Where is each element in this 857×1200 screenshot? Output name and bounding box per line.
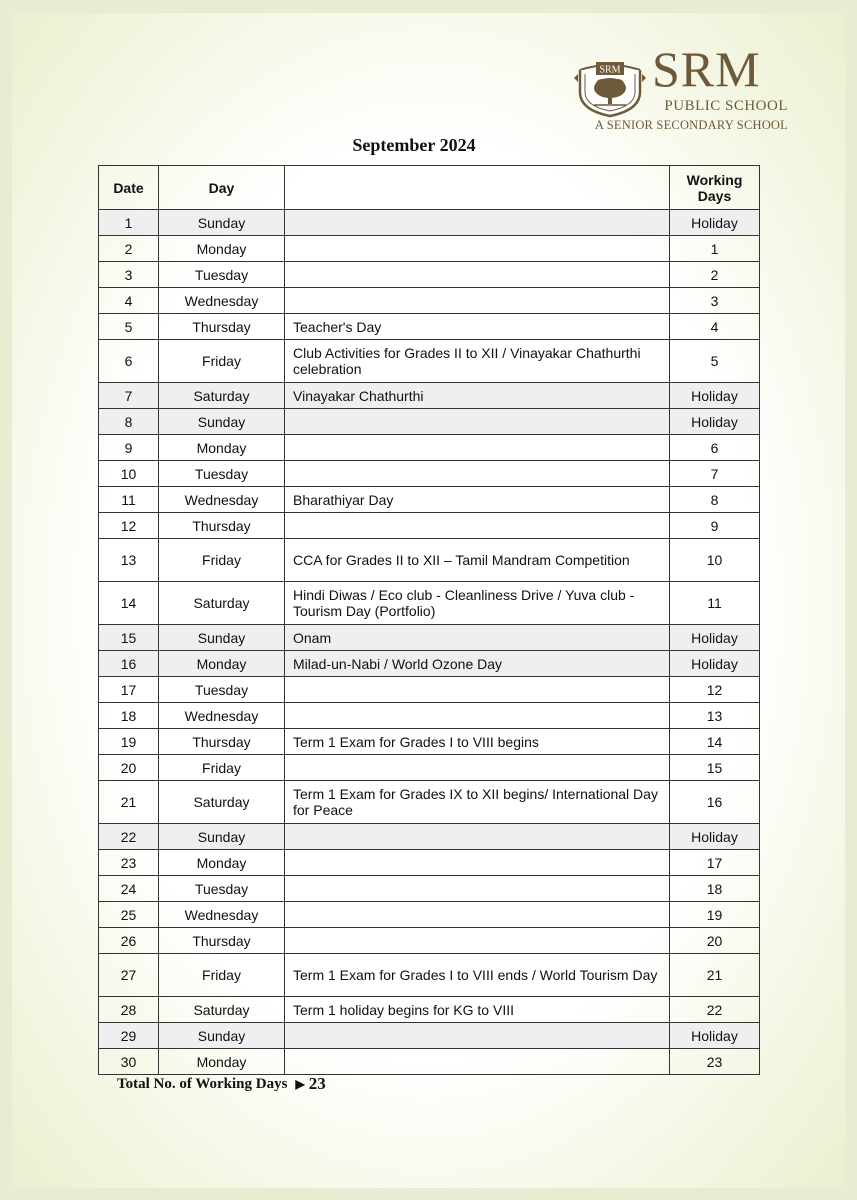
working-day-cell: 3: [670, 288, 760, 314]
working-day-cell: Holiday: [670, 824, 760, 850]
event-cell: Term 1 Exam for Grades I to VIII begins: [285, 729, 670, 755]
working-day-cell: 20: [670, 928, 760, 954]
day-cell: Tuesday: [159, 461, 285, 487]
table-row: [99, 677, 760, 703]
total-value: 23: [308, 1074, 326, 1093]
day-cell: Saturday: [159, 582, 285, 625]
date-cell: 8: [99, 409, 159, 435]
event-cell: Club Activities for Grades II to XII / Vinayakar Chathurthi celebration: [285, 340, 670, 383]
date-cell: 29: [99, 1023, 159, 1049]
table-header-row: [99, 166, 760, 210]
date-cell: 24: [99, 876, 159, 902]
date-cell: 22: [99, 824, 159, 850]
event-cell: [285, 262, 670, 288]
working-day-cell: Holiday: [670, 210, 760, 236]
event-cell: Vinayakar Chathurthi: [285, 383, 670, 409]
table-row: [99, 288, 760, 314]
working-day-cell: 17: [670, 850, 760, 876]
day-cell: Monday: [159, 236, 285, 262]
date-cell: 1: [99, 210, 159, 236]
event-cell: Term 1 holiday begins for KG to VIII: [285, 997, 670, 1023]
working-day-cell: Holiday: [670, 1023, 760, 1049]
date-cell: 21: [99, 781, 159, 824]
event-cell: Term 1 Exam for Grades IX to XII begins/ International Day for Peace: [285, 781, 670, 824]
date-cell: 5: [99, 314, 159, 340]
day-cell: Monday: [159, 850, 285, 876]
day-cell: Friday: [159, 340, 285, 383]
event-cell: [285, 1023, 670, 1049]
event-cell: [285, 755, 670, 781]
date-cell: 20: [99, 755, 159, 781]
event-cell: [285, 703, 670, 729]
total-label: Total No. of Working Days: [117, 1075, 288, 1092]
event-cell: [285, 210, 670, 236]
logo-tagline: A SENIOR SECONDARY SCHOOL: [594, 118, 788, 132]
page-title: September 2024: [352, 135, 476, 155]
working-day-cell: 13: [670, 703, 760, 729]
event-cell: [285, 902, 670, 928]
date-cell: 18: [99, 703, 159, 729]
table-row: [99, 513, 760, 539]
table-row: [99, 539, 760, 582]
day-cell: Thursday: [159, 513, 285, 539]
day-cell: Wednesday: [159, 487, 285, 513]
working-day-cell: 16: [670, 781, 760, 824]
day-cell: Friday: [159, 954, 285, 997]
date-cell: 3: [99, 262, 159, 288]
table-row: [99, 703, 760, 729]
table-row: [99, 409, 760, 435]
day-cell: Tuesday: [159, 677, 285, 703]
working-day-cell: 15: [670, 755, 760, 781]
table-row: [99, 1049, 760, 1075]
date-cell: 23: [99, 850, 159, 876]
school-logo: [572, 41, 792, 136]
event-cell: [285, 461, 670, 487]
table-row: [99, 928, 760, 954]
table-row: [99, 487, 760, 513]
day-cell: Sunday: [159, 824, 285, 850]
event-cell: [285, 850, 670, 876]
working-day-cell: Holiday: [670, 625, 760, 651]
day-cell: Wednesday: [159, 288, 285, 314]
date-cell: 14: [99, 582, 159, 625]
table-row: [99, 755, 760, 781]
header-date: Date: [99, 166, 159, 210]
date-cell: 26: [99, 928, 159, 954]
working-day-cell: 18: [670, 876, 760, 902]
date-cell: 30: [99, 1049, 159, 1075]
day-cell: Monday: [159, 435, 285, 461]
table-row: [99, 1023, 760, 1049]
event-cell: Teacher's Day: [285, 314, 670, 340]
event-cell: [285, 677, 670, 703]
logo-name: SRM: [652, 41, 761, 97]
working-day-cell: 23: [670, 1049, 760, 1075]
day-cell: Sunday: [159, 409, 285, 435]
table-row: [99, 435, 760, 461]
emblem-text: SRM: [599, 64, 621, 76]
working-day-cell: Holiday: [670, 651, 760, 677]
calendar-body: [99, 210, 760, 1075]
working-day-cell: 9: [670, 513, 760, 539]
date-cell: 16: [99, 651, 159, 677]
day-cell: Saturday: [159, 997, 285, 1023]
date-cell: 17: [99, 677, 159, 703]
date-cell: 11: [99, 487, 159, 513]
day-cell: Sunday: [159, 625, 285, 651]
working-day-cell: 14: [670, 729, 760, 755]
date-cell: 6: [99, 340, 159, 383]
table-row: [99, 781, 760, 824]
table-row: [99, 461, 760, 487]
table-row: [99, 582, 760, 625]
table-row: [99, 210, 760, 236]
total-working-days: [117, 1074, 326, 1094]
day-cell: Saturday: [159, 383, 285, 409]
event-cell: [285, 409, 670, 435]
header-working-days: Working Days: [670, 166, 760, 210]
working-day-cell: 6: [670, 435, 760, 461]
event-cell: [285, 435, 670, 461]
table-row: [99, 314, 760, 340]
event-cell: [285, 236, 670, 262]
date-cell: 10: [99, 461, 159, 487]
table-row: [99, 625, 760, 651]
working-day-cell: 5: [670, 340, 760, 383]
logo-subtitle: PUBLIC SCHOOL: [664, 98, 788, 114]
event-cell: [285, 1049, 670, 1075]
date-cell: 4: [99, 288, 159, 314]
tree-emblem-icon: [574, 52, 646, 118]
event-cell: CCA for Grades II to XII – Tamil Mandram Competition: [285, 539, 670, 582]
event-cell: [285, 928, 670, 954]
date-cell: 27: [99, 954, 159, 997]
day-cell: Saturday: [159, 781, 285, 824]
event-cell: [285, 288, 670, 314]
table-row: [99, 262, 760, 288]
working-day-cell: 8: [670, 487, 760, 513]
working-day-cell: 21: [670, 954, 760, 997]
table-row: [99, 954, 760, 997]
working-day-cell: 2: [670, 262, 760, 288]
table-row: [99, 902, 760, 928]
table-row: [99, 383, 760, 409]
working-day-cell: 1: [670, 236, 760, 262]
day-cell: Sunday: [159, 210, 285, 236]
day-cell: Friday: [159, 539, 285, 582]
triangle-right-icon: ▶: [295, 1076, 305, 1091]
day-cell: Thursday: [159, 314, 285, 340]
day-cell: Tuesday: [159, 876, 285, 902]
event-cell: Onam: [285, 625, 670, 651]
header-day: Day: [159, 166, 285, 210]
date-cell: 7: [99, 383, 159, 409]
header-event: [285, 166, 670, 210]
day-cell: Friday: [159, 755, 285, 781]
working-day-cell: 12: [670, 677, 760, 703]
table-row: [99, 236, 760, 262]
day-cell: Thursday: [159, 729, 285, 755]
table-row: [99, 850, 760, 876]
date-cell: 28: [99, 997, 159, 1023]
table-row: [99, 824, 760, 850]
day-cell: Thursday: [159, 928, 285, 954]
working-day-cell: Holiday: [670, 409, 760, 435]
day-cell: Monday: [159, 651, 285, 677]
date-cell: 2: [99, 236, 159, 262]
working-day-cell: Holiday: [670, 383, 760, 409]
day-cell: Monday: [159, 1049, 285, 1075]
day-cell: Wednesday: [159, 703, 285, 729]
table-row: [99, 340, 760, 383]
event-cell: Bharathiyar Day: [285, 487, 670, 513]
date-cell: 9: [99, 435, 159, 461]
calendar-table: [98, 165, 760, 1075]
event-cell: [285, 513, 670, 539]
event-cell: Term 1 Exam for Grades I to VIII ends / World Tourism Day: [285, 954, 670, 997]
date-cell: 13: [99, 539, 159, 582]
working-day-cell: 22: [670, 997, 760, 1023]
day-cell: Tuesday: [159, 262, 285, 288]
day-cell: Sunday: [159, 1023, 285, 1049]
event-cell: [285, 824, 670, 850]
working-day-cell: 7: [670, 461, 760, 487]
day-cell: Wednesday: [159, 902, 285, 928]
working-day-cell: 19: [670, 902, 760, 928]
event-cell: [285, 876, 670, 902]
date-cell: 12: [99, 513, 159, 539]
event-cell: Milad-un-Nabi / World Ozone Day: [285, 651, 670, 677]
table-row: [99, 997, 760, 1023]
date-cell: 19: [99, 729, 159, 755]
event-cell: Hindi Diwas / Eco club - Cleanliness Drive / Yuva club - Tourism Day (Portfolio): [285, 582, 670, 625]
table-row: [99, 876, 760, 902]
table-row: [99, 651, 760, 677]
table-row: [99, 729, 760, 755]
working-day-cell: 11: [670, 582, 760, 625]
working-day-cell: 4: [670, 314, 760, 340]
working-day-cell: 10: [670, 539, 760, 582]
date-cell: 25: [99, 902, 159, 928]
date-cell: 15: [99, 625, 159, 651]
